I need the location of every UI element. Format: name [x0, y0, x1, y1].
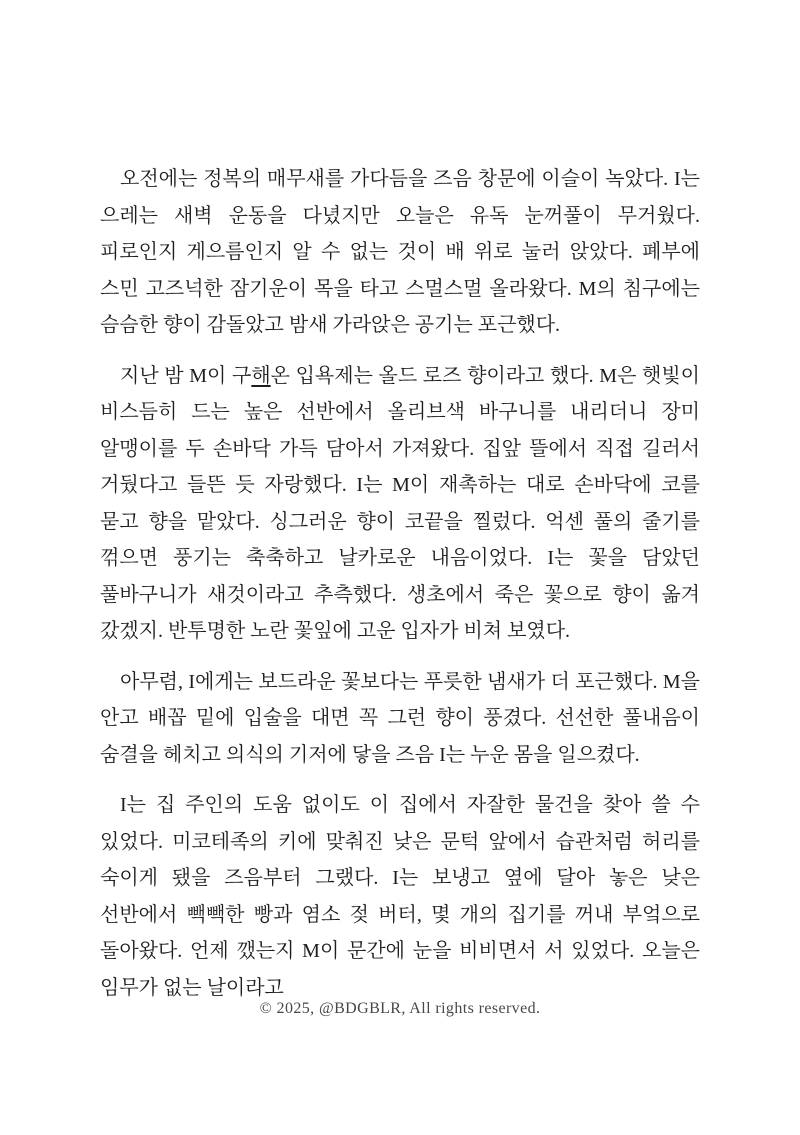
paragraph-1: 오전에는 정복의 매무새를 가다듬을 즈음 창문에 이슬이 녹았다. I는 으레는 새벽 운동을 다녔지만 오늘은 유독 눈꺼풀이 무거웠다. 피로인지 게으름인지 알 수 없는 것이 배 위로 눌러 앉았다. 폐부에 스민 고즈넉한 잠기운이 목을 타고 스멀스멀 올라왔다. M의 침구에는 슴슴한 향이 감돌았고 밤새 가라앉은 공기는 포근했다. — [100, 168, 700, 336]
copyright-footer — [0, 1000, 800, 1018]
paragraph-2-underlined-char: 해 — [251, 364, 271, 387]
paragraph-4: I는 집 주인의 도움 없이도 이 집에서 자잘한 물건을 찾아 쓸 수 있었다. 미코테족의 키에 맞춰진 낮은 문턱 앞에서 습관처럼 허리를 숙이게 됐을 즈음부터 그랬다. I는 보냉고 옆에 달아 놓은 낮은 선반에서 빽빽한 빵과 염소 젖 버터, 몇 개의 집기를 꺼내 부엌으로 돌아왔다. 언제 깼는지 M이 문간에 눈을 비비면서 서 있었다. 오늘은 임무가 없는 날이라고 — [100, 794, 700, 999]
copyright-text: © 2025, @BDGBLR, All rights reserved. — [259, 1000, 541, 1017]
paragraph-2-text-before: 지난 밤 M이 구 — [120, 364, 252, 387]
paragraph-2 — [100, 358, 700, 650]
paragraph-2-text-after: 온 입욕제는 올드 로즈 향이라고 했다. M은 햇빛이 비스듬히 드는 높은 선반에서 올리브색 바구니를 내리더니 장미 알맹이를 두 손바닥 가득 담아서 가져왔다. 집앞 뜰에서 직접 길러서 거뒀다고 들뜬 듯 자랑했다. I는 M이 재촉하는 대로 손바닥에 코를 묻고 향을 맡았다. 싱그러운 향이 코끝을 찔렀다. 억센 풀의 줄기를 꺾으면 풍기는 축축하고 날카로운 내음이었다. I는 꽃을 담았던 풀바구니가 새것이라고 추측했다. 생초에서 죽은 꽃으로 향이 옮겨 갔겠지. 반투명한 노란 꽃잎에 고운 입자가 비쳐 보였다. — [100, 364, 700, 642]
story-text-block — [100, 161, 700, 1006]
paragraph-3: 아무렴, I에게는 보드라운 꽃보다는 푸릇한 냄새가 더 포근했다. M을 안고 배꼽 밑에 입술을 대면 꼭 그런 향이 풍겼다. 선선한 풀내음이 숨결을 헤치고 의식의 기저에 닿을 즈음 I는 누운 몸을 일으켰다. — [100, 670, 700, 766]
